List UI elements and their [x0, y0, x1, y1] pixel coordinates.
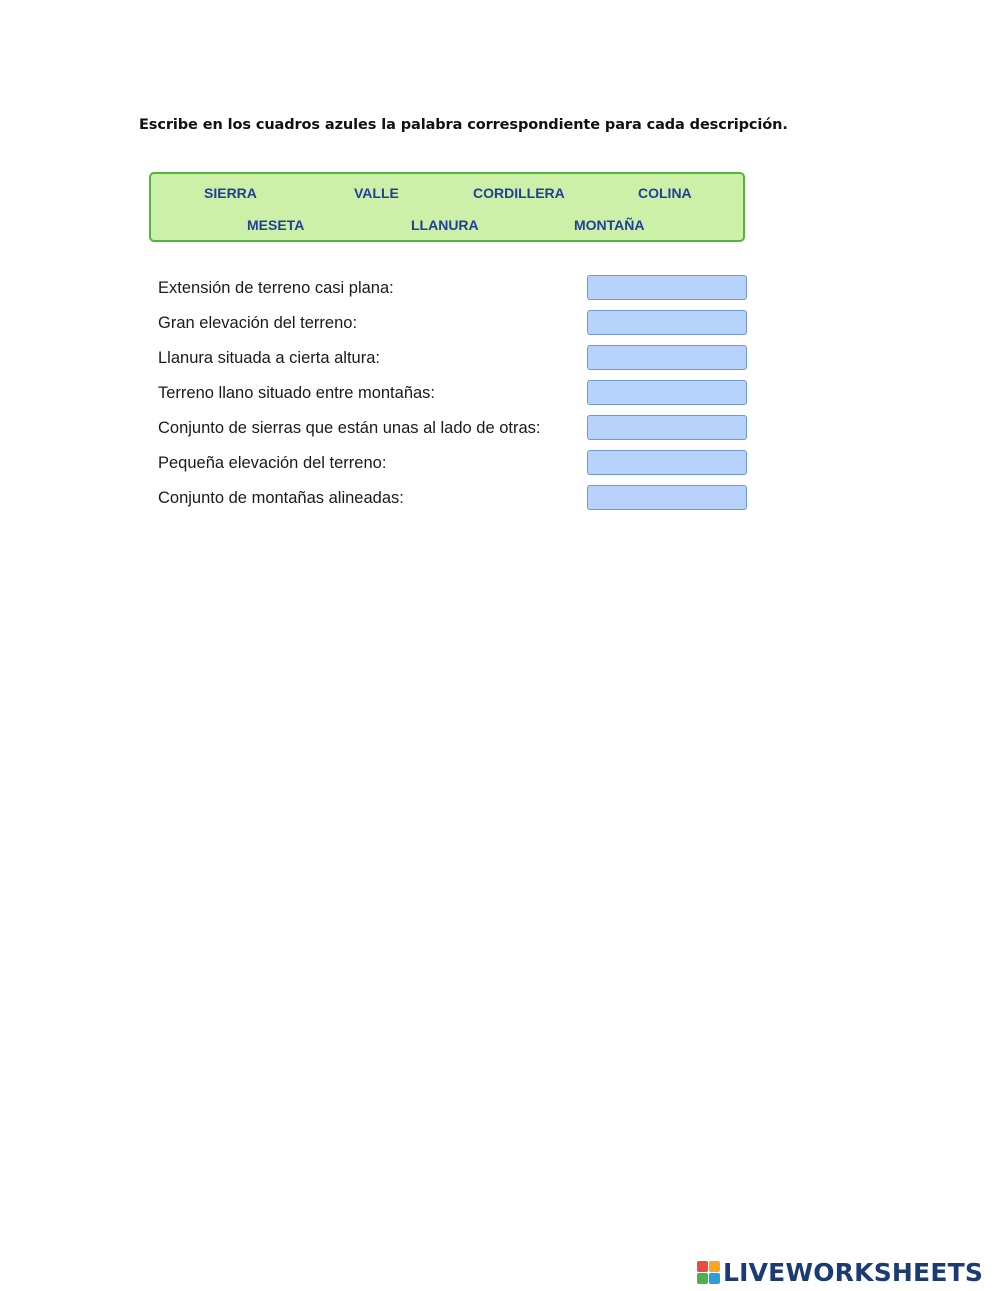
description-label: Pequeña elevación del terreno: [158, 454, 387, 472]
instruction-text: Escribe en los cuadros azules la palabra correspondiente para cada descripción. [139, 117, 788, 133]
description-label: Extensión de terreno casi plana: [158, 279, 394, 297]
description-label: Llanura situada a cierta altura: [158, 349, 380, 367]
description-label: Terreno llano situado entre montañas: [158, 384, 436, 402]
liveworksheets-logo-icon [697, 1261, 720, 1284]
logo-square [709, 1261, 720, 1272]
description-label: Conjunto de sierras que están unas al lado de otras: [158, 419, 541, 437]
answer-input-6[interactable] [587, 450, 747, 475]
logo-square [697, 1273, 708, 1284]
logo-text: LIVEWORKSHEETS [723, 1257, 984, 1287]
word-bank-item: LLANURA [411, 217, 479, 233]
description-label: Conjunto de montañas alineadas: [158, 489, 404, 507]
description-label: Gran elevación del terreno: [158, 314, 358, 332]
word-bank-item: COLINA [638, 185, 692, 201]
answer-input-1[interactable] [587, 275, 747, 300]
answer-input-4[interactable] [587, 380, 747, 405]
word-bank-item: MESETA [247, 217, 305, 233]
logo-square [697, 1261, 708, 1272]
word-bank-item: MONTAÑA [574, 217, 645, 233]
word-bank-item: VALLE [354, 185, 399, 201]
answer-input-7[interactable] [587, 485, 747, 510]
word-bank [149, 172, 745, 242]
answer-input-3[interactable] [587, 345, 747, 370]
word-bank-item: SIERRA [204, 185, 257, 201]
liveworksheets-logo [697, 1255, 983, 1289]
answer-input-2[interactable] [587, 310, 747, 335]
answer-input-5[interactable] [587, 415, 747, 440]
word-bank-item: CORDILLERA [473, 185, 565, 201]
logo-square [709, 1273, 720, 1284]
